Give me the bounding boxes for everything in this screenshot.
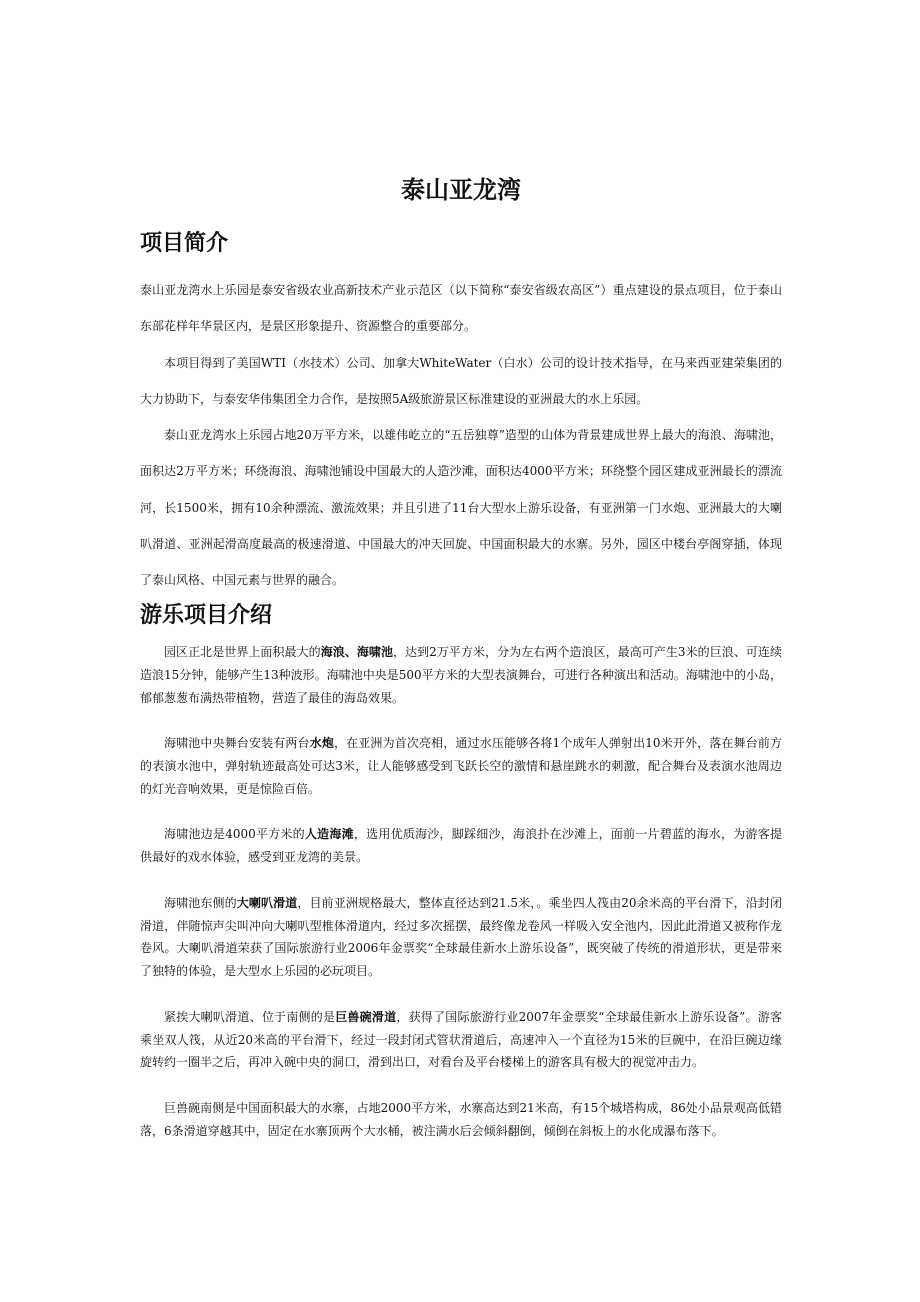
section-rides (140, 641, 782, 1165)
ride-paragraph-water-fort: 巨兽碗南侧是中国面积最大的水寨，占地2000平方米，水寨高达到21米高，有15个城塔构成，86处小品景观高低错落，6条滑道穿越其中，固定在水寨顶两个大水桶，被注满水后会倾斜翻倒，倾倒在斜板上的水化成瀑布落下。 (140, 1100, 782, 1138)
ride-name-beach: 人造海滩 (304, 827, 354, 842)
ride-name-horn-slide: 大喇叭滑道 (236, 895, 298, 910)
ride-paragraph-bowl-slide (140, 1006, 782, 1074)
ride-text: 海啸池中央舞台安装有两台 (164, 736, 310, 751)
ride-paragraph-beach (140, 823, 782, 869)
ride-text: 海啸池边是4000平方米的 (164, 827, 305, 842)
ride-text: ，获得了国际旅游行业2007年金票奖“全球最佳新水上游乐设备”。游客乘坐双人筏，从近20米高的平台滑下，经过一段封闭式管状滑道后，高速冲入一个直径为15米的巨碗中，在沿巨碗边缘旋转约一圈半之后，再冲入碗中央的洞口，滑到出口，对看台及平台楼梯上的游客具有极大的视觉冲击力。 (140, 1009, 782, 1070)
intro-paragraph-1: 泰山亚龙湾水上乐园是泰安省级农业高新技术产业示范区（以下简称“泰安省级农高区”）重点建设的景点项目，位于泰山东部花样年华景区内，是景区形象提升、资源整合的重要部分。 (140, 283, 782, 334)
section-intro (140, 272, 782, 599)
intro-paragraph-2: 本项目得到了美国WTI（水技术）公司、加拿大WhiteWater（白水）公司的设计技术指导，在马来西亚建荣集团的大力协助下，与泰安华伟集团全力合作，是按照5A级旅游景区标准建设的亚洲最大的水上乐园。 (140, 355, 782, 406)
document-title: 泰山亚龙湾 (401, 176, 521, 204)
ride-text: ，达到2万平方米，分为左右两个造浪区，最高可产生3米的巨浪、可连续造浪15分钟，能够产生13种波形。海啸池中央是500平方米的大型表演舞台，可进行各种演出和活动。海啸池中的小岛，郁郁葱葱布满热带植物，营造了最佳的海岛效果。 (140, 645, 782, 705)
ride-paragraph-water-cannon (140, 732, 782, 800)
intro-paragraph-3: 泰山亚龙湾水上乐园占地20万平方米，以雄伟屹立的“五岳独尊”造型的山体为背景建成世界上最大的海浪、海啸池，面积达2万平方米；环绕海浪、海啸池铺设中国最大的人造沙滩，面积达4000平方米；环绕整个园区建成亚洲最长的漂流河，长1500米，拥有10余种漂流、激流效果；并且引进了11台大型水上游乐设备，有亚洲第一门水炮、亚洲最大的大喇叭滑道、亚洲起滑高度最高的极速滑道、中国最大的冲天回旋、中国面积最大的水寨。另外，园区中楼台亭阁穿插，体现了泰山风格、中国元素与世界的融合。 (140, 428, 782, 588)
ride-text: ，目前亚洲规格最大，整体直径达到21.5米，。乘坐四人筏由20余米高的平台滑下，沿封闭滑道，伴随惊声尖叫冲向大喇叭型椎体滑道内，经过多次摇摆，最终像龙卷风一样吸入安全池内，因此此滑道又被称作龙卷风。大喇叭滑道荣获了国际旅游行业2006年金票奖“全球最佳新水上游乐设备”，既突破了传统的滑道形状，更是带来了独特的体验，是大型水上乐园的必玩项目。 (140, 895, 782, 979)
ride-paragraph-horn-slide (140, 892, 782, 983)
ride-text: 紧挨大喇叭滑道、位于南侧的是 (164, 1009, 336, 1024)
ride-name-water-cannon: 水炮 (309, 736, 334, 751)
ride-text: 园区正北是世界上面积最大的 (164, 645, 321, 659)
ride-text: ，在亚洲为首次亮相，通过水压能够各将1个成年人弹射出10米开外，落在舞台前方的表演水池中，弹射轨迹最高处可达3米，让人能够感受到飞跃长空的激情和悬崖跳水的刺激，配合舞台及表演水池周边的灯光音响效果，更是惊险百倍。 (140, 736, 782, 796)
ride-name-bowl-slide: 巨兽碗滑道 (335, 1009, 397, 1024)
section-heading-rides: 游乐项目介绍 (140, 603, 273, 628)
section-heading-intro: 项目简介 (140, 231, 229, 256)
ride-name-wave-pool: 海浪、海啸池 (320, 645, 394, 659)
ride-text: 海啸池东侧的 (164, 895, 237, 910)
ride-text: ，选用优质海沙，脚踩细沙，海浪扑在沙滩上，面前一片碧蓝的海水，为游客提供最好的戏水体验，感受到亚龙湾的美景。 (140, 827, 782, 865)
ride-paragraph-wave-pool (140, 641, 782, 709)
